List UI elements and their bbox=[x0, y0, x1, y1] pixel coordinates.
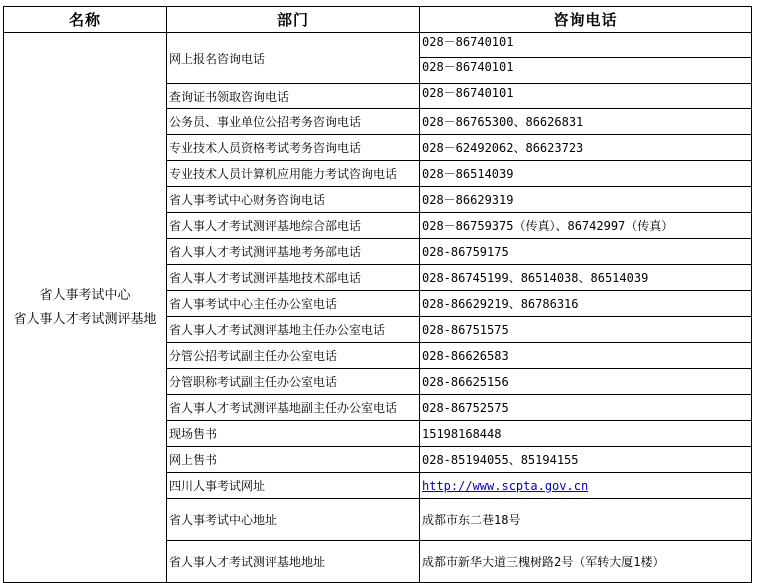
phone-cell: 028-86629219、86786316 bbox=[420, 291, 752, 317]
phone-cell: 028-86751575 bbox=[420, 317, 752, 343]
dept-cell: 分管职称考试副主任办公室电话 bbox=[167, 369, 420, 395]
website-cell bbox=[420, 473, 752, 499]
org-name-line1: 省人事考试中心 bbox=[39, 287, 131, 303]
phone-cell: 028－86740101 bbox=[420, 58, 752, 84]
dept-cell: 省人事人才考试测评基地综合部电话 bbox=[167, 213, 420, 239]
phone-cell: 028-85194055、85194155 bbox=[420, 447, 752, 473]
dept-cell: 专业技术人员计算机应用能力考试咨询电话 bbox=[167, 161, 420, 187]
phone-cell: 028-86625156 bbox=[420, 369, 752, 395]
dept-cell: 省人事人才考试测评基地技术部电话 bbox=[167, 265, 420, 291]
org-name-line2: 省人事人才考试测评基地 bbox=[13, 311, 157, 327]
org-name-cell bbox=[4, 33, 167, 583]
dept-cell: 四川人事考试网址 bbox=[167, 473, 420, 499]
dept-cell: 分管公招考试副主任办公室电话 bbox=[167, 343, 420, 369]
address-cell: 成都市新华大道三槐树路2号（军转大厦1楼） bbox=[420, 541, 752, 583]
header-phone: 咨询电话 bbox=[420, 7, 752, 33]
dept-cell: 网上售书 bbox=[167, 447, 420, 473]
dept-cell: 省人事考试中心主任办公室电话 bbox=[167, 291, 420, 317]
phone-cell: 028-86626583 bbox=[420, 343, 752, 369]
header-name: 名称 bbox=[4, 7, 167, 33]
phone-cell: 028-86759175 bbox=[420, 239, 752, 265]
phone-cell: 028-86752575 bbox=[420, 395, 752, 421]
phone-cell: 028-86745199、86514038、86514039 bbox=[420, 265, 752, 291]
phone-cell: 15198168448 bbox=[420, 421, 752, 447]
header-row bbox=[4, 7, 752, 33]
dept-cell: 省人事人才考试测评基地地址 bbox=[167, 541, 420, 583]
phone-cell: 028－86629319 bbox=[420, 187, 752, 213]
phone-cell: 028－86740101 bbox=[420, 33, 752, 58]
dept-cell: 省人事人才考试测评基地副主任办公室电话 bbox=[167, 395, 420, 421]
dept-cell: 现场售书 bbox=[167, 421, 420, 447]
dept-cell: 省人事人才考试测评基地考务部电话 bbox=[167, 239, 420, 265]
table-row bbox=[4, 33, 752, 58]
dept-cell: 省人事考试中心地址 bbox=[167, 499, 420, 541]
dept-cell: 省人事人才考试测评基地主任办公室电话 bbox=[167, 317, 420, 343]
header-dept: 部门 bbox=[167, 7, 420, 33]
phone-cell: 028－62492062、86623723 bbox=[420, 135, 752, 161]
phone-cell: 028－86740101 bbox=[420, 84, 752, 109]
dept-cell: 公务员、事业单位公招考务咨询电话 bbox=[167, 109, 420, 135]
dept-cell: 省人事考试中心财务咨询电话 bbox=[167, 187, 420, 213]
phone-cell: 028－86765300、86626831 bbox=[420, 109, 752, 135]
dept-cell: 查询证书领取咨询电话 bbox=[167, 84, 420, 109]
dept-cell: 专业技术人员资格考试考务咨询电话 bbox=[167, 135, 420, 161]
address-cell: 成都市东二巷18号 bbox=[420, 499, 752, 541]
dept-cell: 网上报名咨询电话 bbox=[167, 33, 420, 84]
website-link[interactable]: http://www.scpta.gov.cn bbox=[422, 478, 589, 493]
contact-table bbox=[3, 6, 752, 583]
phone-cell: 028－86514039 bbox=[420, 161, 752, 187]
phone-cell: 028－86759375（传真）、86742997（传真） bbox=[420, 213, 752, 239]
